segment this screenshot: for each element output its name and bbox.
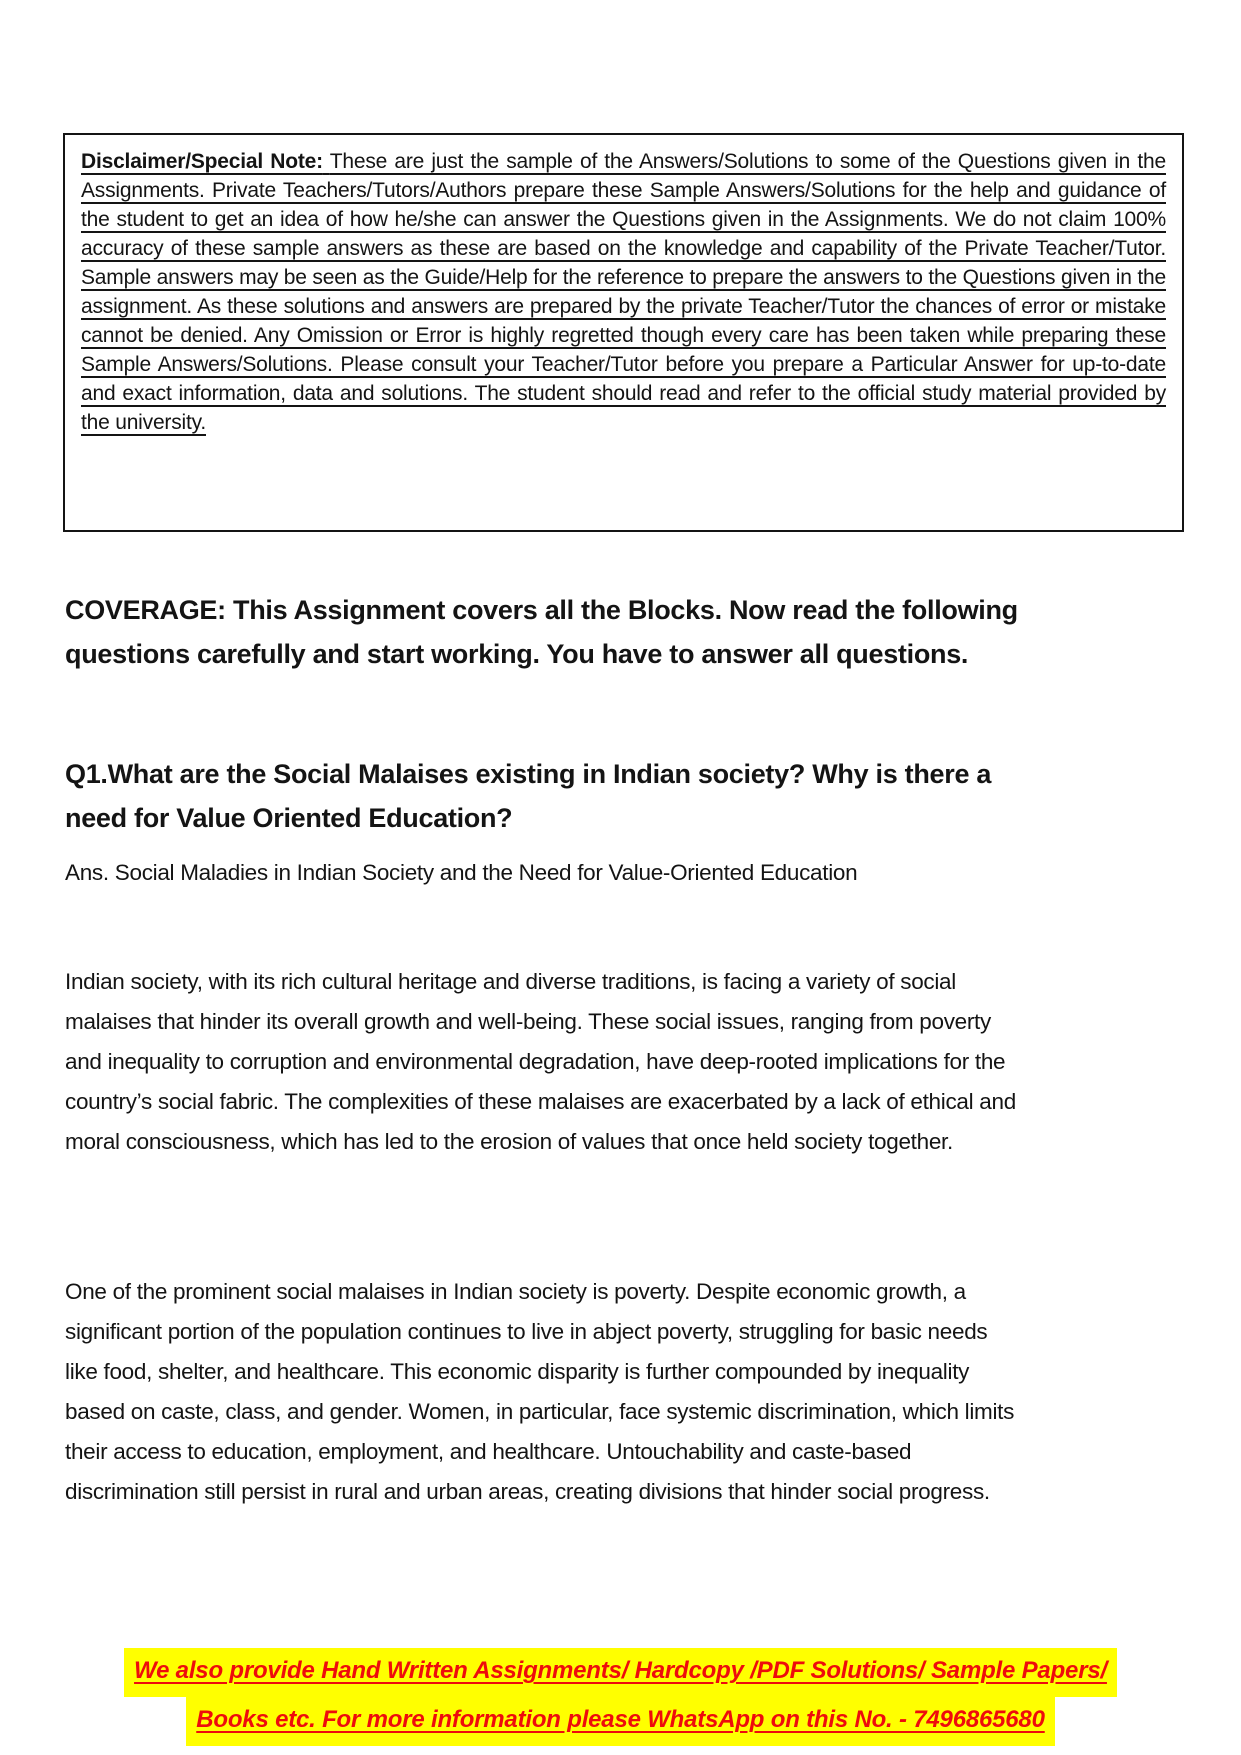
promo-line-1: We also provide Hand Written Assignments/ Hardcopy /PDF Solutions/ Sample Papers/ <box>124 1648 1117 1697</box>
disclaimer-body: These are just the sample of the Answers/Solutions to some of the Questions given in the Assignments. Private Teachers/Tutors/Authors prepare these Sample Answers/Solutions for the help and guidance of the student to get an idea of how he/she can answer the Questions given in the Assignments. We do not claim 100% accuracy of these sample answers as these are based on the knowledge and capability of the Private Teacher/Tutor. Sample answers may be seen as the Guide/Help for the reference to prepare the answers to the Questions given in the assignment. As these solutions and answers are prepared by the private Teacher/Tutor the chances of error or mistake cannot be denied. Any Omission or Error is highly regretted though every care has been taken while preparing these Sample Answers/Solutions. Please consult your Teacher/Tutor before you prepare a Particular Answer for up-to-date and exact information, data and solutions. The student should read and refer to the official study material provided by the university. <box>81 150 1166 434</box>
question-1-heading: Q1.What are the Social Malaises existing in Indian society? Why is there a need for Value Oriented Education? <box>65 759 992 833</box>
promo-line-2: Books etc. For more information please WhatsApp on this No. - 7496865680 <box>186 1697 1054 1746</box>
answer-heading: Ans. Social Maladies in Indian Society and the Need for Value-Oriented Education <box>65 860 858 885</box>
promo-footer-row <box>0 1648 1241 1697</box>
promo-footer <box>0 1648 1241 1746</box>
disclaimer-label: Disclaimer/Special Note: <box>81 150 323 173</box>
disclaimer-text <box>81 147 1166 437</box>
answer-paragraph-1: Indian society, with its rich cultural heritage and diverse traditions, is facing a variety of social malaises that hinder its overall growth and well-being. These social issues, ranging from poverty and inequality to corruption and environmental degradation, have deep-rooted implications for the country’s social fabric. The complexities of these malaises are exacerbated by a lack of ethical and moral consciousness, which has led to the erosion of values that once held society together. <box>65 969 1016 1154</box>
disclaimer-box <box>63 133 1184 532</box>
coverage-note: COVERAGE: This Assignment covers all the Blocks. Now read the following questions carefully and start working. You have to answer all questions. <box>65 595 1018 669</box>
promo-footer-row <box>0 1697 1241 1746</box>
answer-paragraph-2: One of the prominent social malaises in Indian society is poverty. Despite economic growth, a significant portion of the population continues to live in abject poverty, struggling for basic needs like food, shelter, and healthcare. This economic disparity is further compounded by inequality based on caste, class, and gender. Women, in particular, face systemic discrimination, which limits their access to education, employment, and healthcare. Untouchability and caste-based discrimination still persist in rural and urban areas, creating divisions that hinder social progress. <box>65 1279 1015 1504</box>
